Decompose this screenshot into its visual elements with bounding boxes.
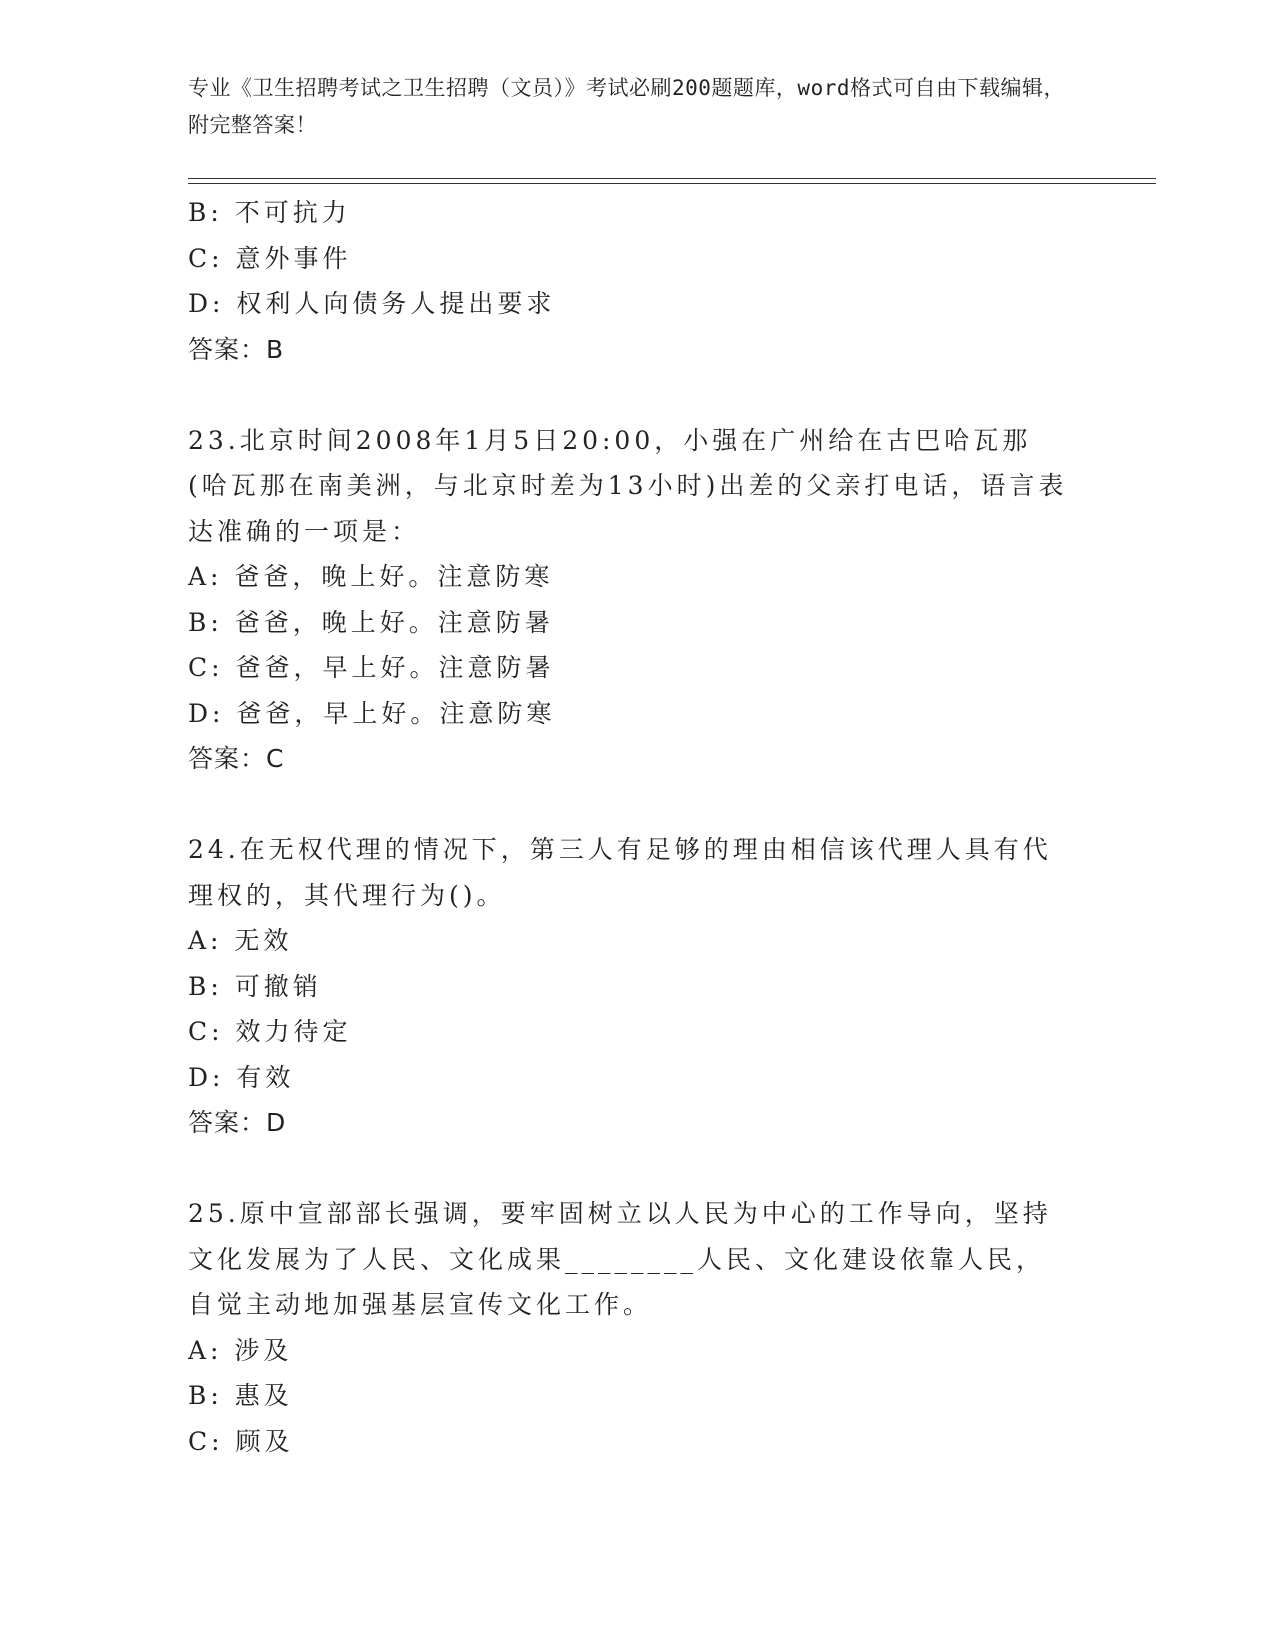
spacer xyxy=(188,782,1088,828)
option-d: D: 爸爸，早上好。注意防寒 xyxy=(188,698,556,728)
option-c: C: 顾及 xyxy=(188,1426,294,1456)
question-text: 23.北京时间2008年1月5日20:00，小强在广州给在古巴哈瓦那(哈瓦那在南美洲，与北京时差为13小时)出差的父亲打电话，语言表达准确的一项是： xyxy=(188,425,1068,546)
option-d: D: 权利人向债务人提出要求 xyxy=(188,289,556,318)
option-c: C: 爸爸，早上好。注意防暑 xyxy=(188,653,555,682)
option-c: C: 意外事件 xyxy=(188,243,352,273)
option-b: B: 不可抗力 xyxy=(188,198,351,227)
option-d: D: 有效 xyxy=(188,1062,295,1092)
answer-label: 答案：B xyxy=(188,334,285,364)
option-c: C: 效力待定 xyxy=(188,1017,352,1046)
question-text: 25.原中宣部部长强调，要牢固树立以人民为中心的工作导向，坚持文化发展为了人民、文化成果________人民、文化建设依靠人民，自觉主动地加强基层宣传文化工作。 xyxy=(188,1199,1052,1319)
option-b: B: 可撤销 xyxy=(188,971,322,1001)
header-divider-top xyxy=(188,178,1156,179)
question-25 xyxy=(188,1191,1088,1464)
question-22-tail xyxy=(188,190,1088,372)
spacer xyxy=(188,1146,1088,1192)
header-text: 专业《卫生招聘考试之卫生招聘（文员）》考试必刷200题题库，word格式可自由下载编辑，附完整答案！ xyxy=(188,76,1065,137)
option-b: B: 爸爸，晚上好。注意防暑 xyxy=(188,607,554,637)
answer-label: 答案：D xyxy=(188,1108,287,1137)
option-b: B: 惠及 xyxy=(188,1381,293,1410)
answer-label: 答案：C xyxy=(188,744,285,773)
question-list xyxy=(188,190,1088,1464)
question-24 xyxy=(188,827,1088,1146)
document-header xyxy=(188,70,1068,144)
option-a: A: 涉及 xyxy=(188,1335,293,1365)
option-a: A: 无效 xyxy=(188,926,293,955)
question-23 xyxy=(188,418,1088,782)
option-a: A: 爸爸，晚上好。注意防寒 xyxy=(188,562,554,591)
header-divider-bottom xyxy=(188,183,1156,184)
question-text: 24.在无权代理的情况下，第三人有足够的理由相信该代理人具有代理权的，其代理行为()。 xyxy=(188,835,1052,910)
spacer xyxy=(188,372,1088,418)
